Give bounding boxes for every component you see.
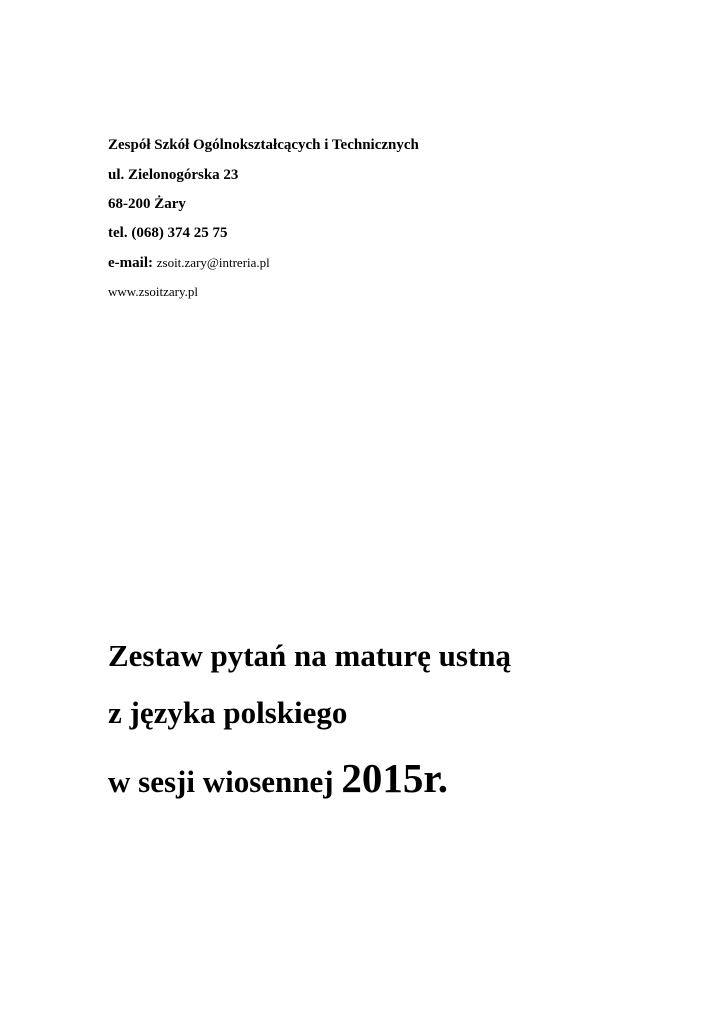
title-line-3 [108,755,449,802]
email-address: zsoit.zary@intreria.pl [156,255,270,270]
title-line-2: z języka polskiego [108,695,348,730]
city-address: 68-200 Żary [108,196,186,212]
street-address: ul. Zielonogórska 23 [108,167,239,183]
title-line-3-prefix: w sesji wiosennej [108,764,342,799]
school-name: Zespół Szkół Ogólnokształcących i Technicznych [108,137,419,153]
phone-number: tel. (068) 374 25 75 [108,225,228,241]
email-label: e-mail: [108,255,153,271]
email-line [108,253,270,273]
title-year: 2015r. [341,755,449,801]
title-line-1: Zestaw pytań na maturę ustną [108,638,512,673]
website-address: www.zsoitzary.pl [108,284,199,299]
